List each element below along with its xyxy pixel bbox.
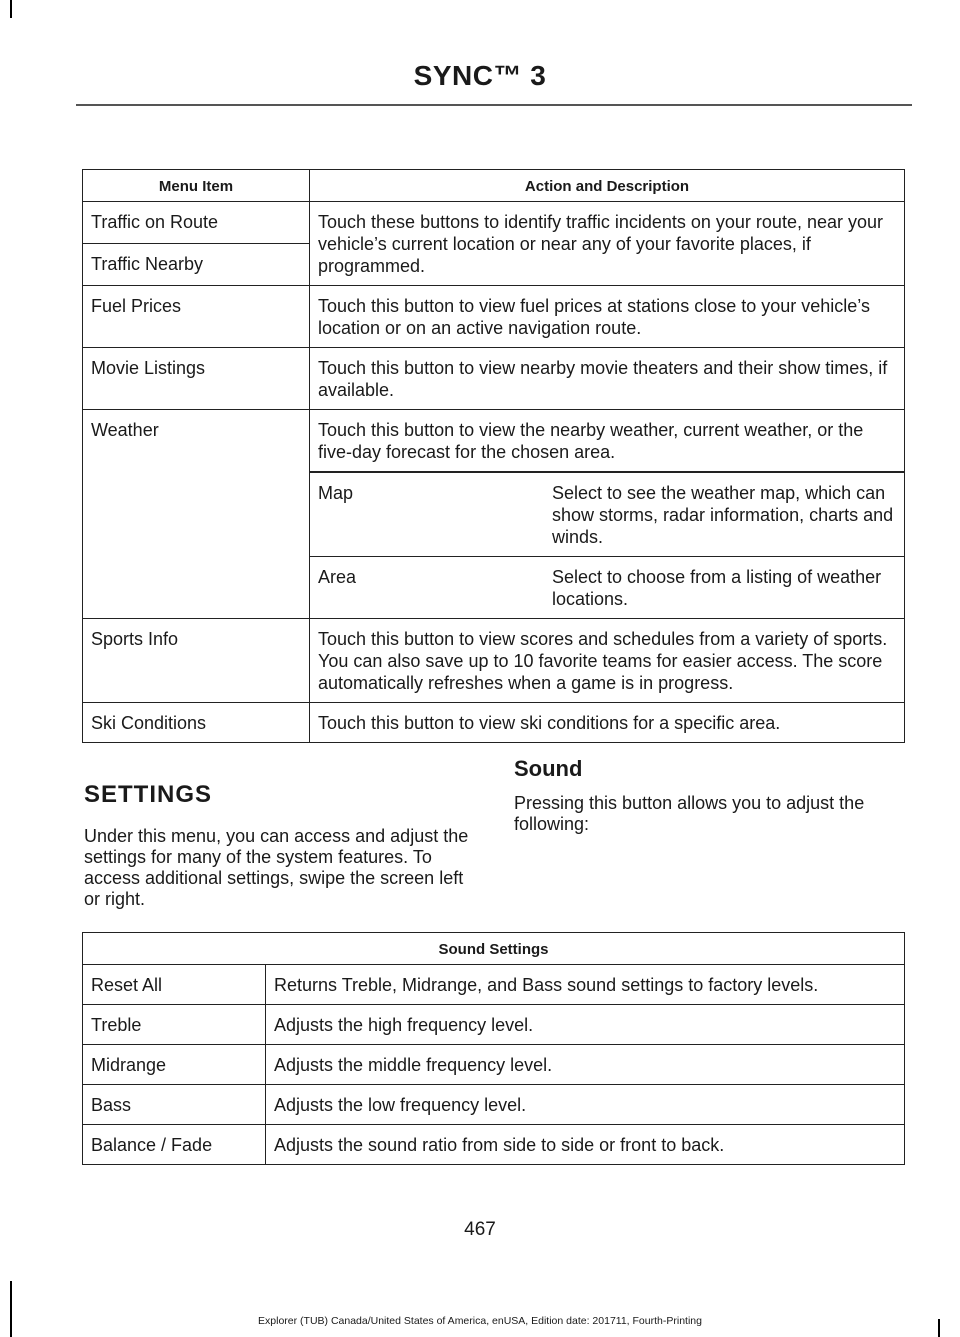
description-cell: Touch this button to view scores and schedules from a variety of sports. You can also save up to 10 favorite teams for easier access. The score automatically refreshes when a game is in progress. <box>310 619 905 703</box>
sound-setting-desc: Adjusts the sound ratio from side to side or front to back. <box>266 1125 905 1165</box>
sound-setting-item: Reset All <box>83 965 266 1005</box>
table-row <box>83 703 905 743</box>
description-cell: Touch these buttons to identify traffic incidents on your route, near your vehicle’s current location or near any of your favorite places, if programmed. <box>310 202 905 286</box>
description-cell: Touch this button to view ski conditions for a specific area. <box>310 703 905 743</box>
sound-setting-item: Midrange <box>83 1045 266 1085</box>
table-row <box>83 619 905 703</box>
table-row <box>310 473 904 557</box>
menu-item-cell: Traffic Nearby <box>83 244 310 286</box>
sound-setting-item: Bass <box>83 1085 266 1125</box>
table-row <box>83 202 905 244</box>
sound-heading: Sound <box>514 756 583 781</box>
weather-options-table <box>310 472 904 618</box>
weather-option-item: Map <box>310 473 544 557</box>
settings-paragraph: Under this menu, you can access and adjust the settings for many of the system features. To access additional settings, swipe the screen left or right. <box>84 826 469 909</box>
table-header-row <box>83 933 905 965</box>
menu-item-cell: Ski Conditions <box>83 703 310 743</box>
table-row <box>83 1045 905 1085</box>
sound-setting-item: Treble <box>83 1005 266 1045</box>
header-divider <box>76 104 912 106</box>
column-header-menu-item: Menu Item <box>83 170 310 202</box>
weather-option-item: Area <box>310 557 544 619</box>
menu-item-cell: Fuel Prices <box>83 286 310 348</box>
menu-item-cell: Sports Info <box>83 619 310 703</box>
menu-item-cell: Movie Listings <box>83 348 310 410</box>
description-cell: Touch this button to view fuel prices at stations close to your vehicle’s location or on an active navigation route. <box>310 286 905 348</box>
footer-edition-text: Explorer (TUB) Canada/United States of America, enUSA, Edition date: 201711, Fourth-Printing <box>258 1315 702 1327</box>
table-row <box>83 1085 905 1125</box>
sound-setting-desc: Returns Treble, Midrange, and Bass sound settings to factory levels. <box>266 965 905 1005</box>
table-row <box>83 286 905 348</box>
settings-heading: SETTINGS <box>84 781 213 808</box>
menu-item-cell: Traffic on Route <box>83 202 310 244</box>
table-row <box>83 1125 905 1165</box>
table-row <box>83 410 905 472</box>
page-number: 467 <box>464 1219 496 1240</box>
description-cell: Touch this button to view nearby movie theaters and their show times, if available. <box>310 348 905 410</box>
sound-setting-item: Balance / Fade <box>83 1125 266 1165</box>
page-title: SYNC™ 3 <box>413 60 547 91</box>
sound-setting-desc: Adjusts the middle frequency level. <box>266 1045 905 1085</box>
crop-mark-bottom-left <box>10 1281 12 1337</box>
description-cell: Touch this button to view the nearby weather, current weather, or the five-day forecast for the chosen area. <box>310 410 905 472</box>
table-row <box>83 965 905 1005</box>
sound-settings-table <box>82 932 905 1165</box>
table-row <box>83 348 905 410</box>
menu-item-cell: Weather <box>83 410 310 619</box>
table-row <box>83 1005 905 1045</box>
table-header-row <box>83 170 905 202</box>
column-header-action: Action and Description <box>310 170 905 202</box>
crop-mark-top-left <box>10 0 12 18</box>
sound-paragraph: Pressing this button allows you to adjust the following: <box>514 793 865 834</box>
sound-setting-desc: Adjusts the high frequency level. <box>266 1005 905 1045</box>
sound-table-title: Sound Settings <box>83 933 905 965</box>
weather-options-cell <box>310 472 905 619</box>
weather-option-desc: Select to choose from a listing of weather locations. <box>544 557 904 619</box>
weather-option-desc: Select to see the weather map, which can show storms, radar information, charts and winds. <box>544 473 904 557</box>
menu-items-table <box>82 169 905 743</box>
sound-setting-desc: Adjusts the low frequency level. <box>266 1085 905 1125</box>
table-row <box>310 557 904 619</box>
